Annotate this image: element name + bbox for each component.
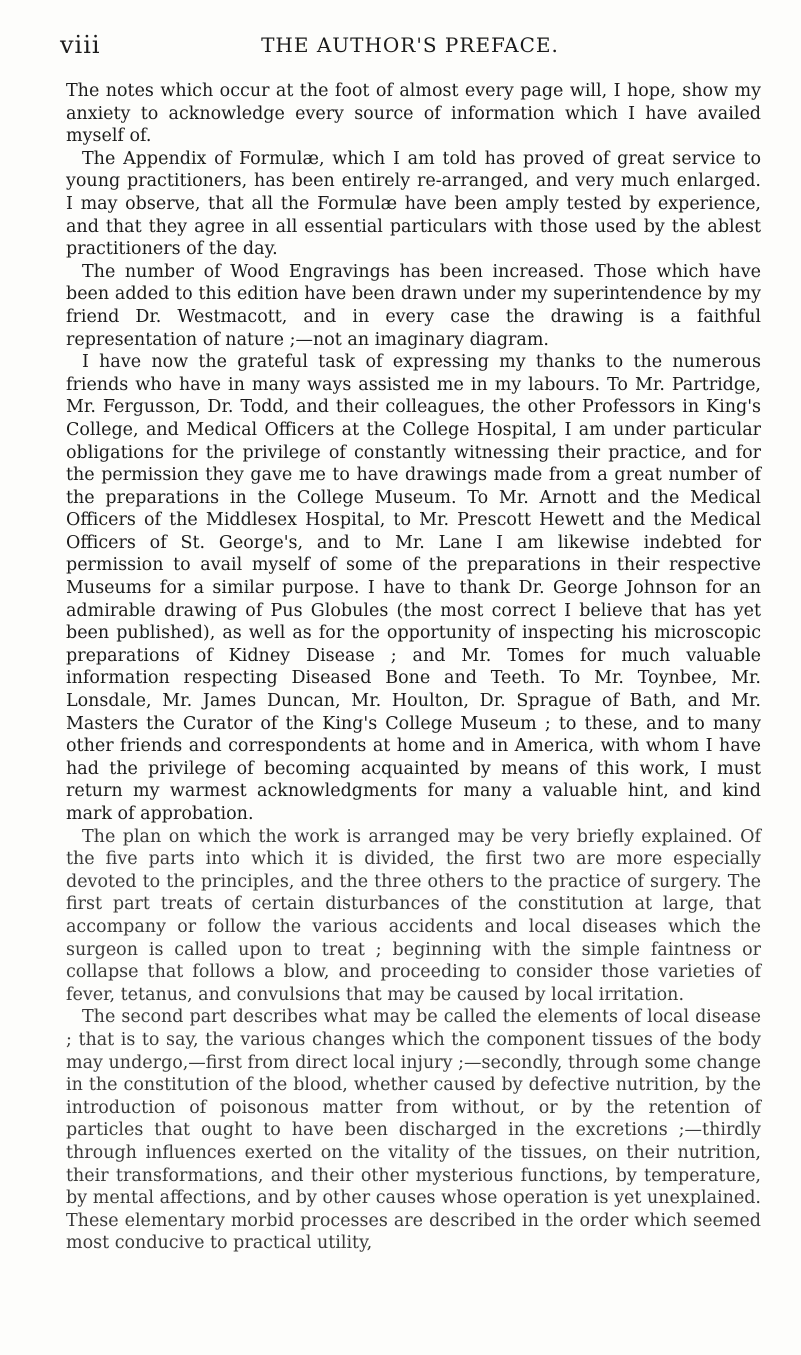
page-number: viii bbox=[60, 31, 101, 59]
running-head bbox=[60, 30, 760, 60]
preface-text bbox=[66, 80, 761, 1255]
paragraph-acknowledgments: I have now the grateful task of expressing my thanks to the numerous friends who have in many ways assisted me in my labours. To Mr. Partridge, Mr. Fergusson, Dr. Todd, and their colleagues, the other Professors in King's College, and Medical Officers at the College Hospital, I am under particular obligations for the privilege of constantly witnessing their practice, and for the permission they gave me to have drawings made from a great number of the preparations in the College Museum. To Mr. Arnott and the Medical Officers of the Middlesex Hospital, to Mr. Prescott Hewett and the Medical Officers of St. George's, and to Mr. Lane I am likewise indebted for permission to avail myself of some of the preparations in their respective Museums for a similar purpose. I have to thank Dr. George Johnson for an admirable drawing of Pus Globules (the most correct I believe that has yet been published), as well as for the opportunity of inspecting his microscopic preparations of Kidney Disease ; and Mr. Tomes for much valuable information respecting Diseased Bone and Teeth. To Mr. Toynbee, Mr. Lonsdale, Mr. James Duncan, Mr. Houlton, Dr. Sprague of Bath, and Mr. Masters the Curator of the King's College Museum ; to these, and to many other friends and correspondents at home and in America, with whom I have had the privilege of becoming acquainted by means of this work, I must return my warmest acknowledgments for many a valuable hint, and kind mark of approbation. bbox=[66, 352, 761, 824]
running-title: THE AUTHOR'S PREFACE. bbox=[261, 33, 559, 57]
paragraph-engravings: The number of Wood Engravings has been increased. Those which have been added to this edition have been drawn under my superintendence by my friend Dr. Westmacott, and in every case the drawing is a faithful representation of nature ;—not an imaginary diagram. bbox=[66, 261, 761, 350]
paragraph-appendix: The Appendix of Formulæ, which I am told has proved of great service to young practitioners, has been entirely re-arranged, and very much enlarged. I may observe, that all the Formulæ have been amply tested by experience, and that they agree in all essential particulars with those used by the ablest practitioners of the day. bbox=[66, 148, 761, 260]
paragraph-plan: The plan on which the work is arranged may be very briefly explained. Of the five parts into which it is divided, the first two are more especially devoted to the principles, and the three others to the practice of surgery. The first part treats of certain disturbances of the constitution at large, that accompany or follow the various accidents and local diseases which the surgeon is called upon to treat ; beginning with the simple faintness or collapse that follows a blow, and proceeding to consider those varieties of fever, tetanus, and convulsions that may be caused by local irritation. bbox=[66, 826, 761, 1005]
paragraph-notes: The notes which occur at the foot of almost every page will, I hope, show my anxiety to acknowledge every source of information which I have availed myself of. bbox=[66, 81, 761, 147]
paragraph-second-part: The second part describes what may be called the elements of local disease ; that is to say, the various changes which the component tissues of the body may undergo,—first from direct local injury ;—secondly, through some change in the constitution of the blood, whether caused by defective nutrition, by the introduction of poisonous matter from without, or by the retention of particles that ought to have been discharged in the excretions ;—thirdly through influences exerted on the vitality of the tissues, on their nutrition, their transformations, and their other mysterious functions, by temperature, by mental affections, and by other causes whose operation is yet unexplained. These elementary morbid processes are described in the order which seemed most conducive to practical utility, bbox=[66, 1007, 761, 1254]
